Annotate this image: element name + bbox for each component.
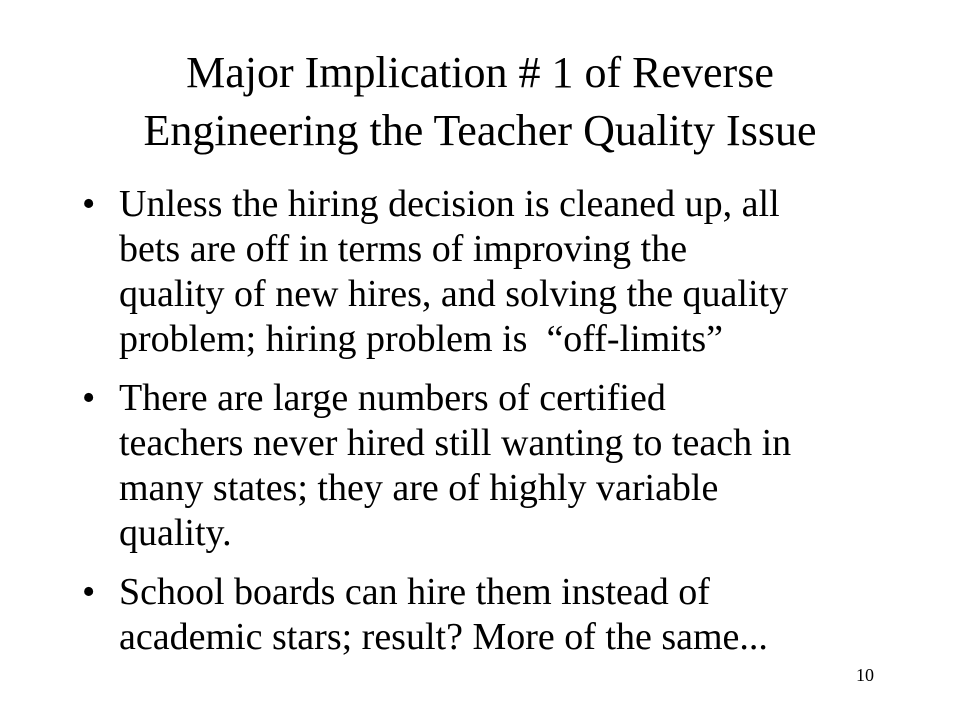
bullet-line: bets are off in terms of improving the: [119, 228, 688, 270]
bullet-line: There are large numbers of certified: [119, 377, 666, 419]
bullet-line: many states; they are of highly variable: [119, 467, 719, 509]
bullet-line: problem; hiring problem is “off-limits”: [119, 318, 724, 360]
bullet-item: [82, 182, 882, 362]
bullet-item: [82, 570, 882, 660]
slide-title: [40, 44, 920, 160]
bullet-line: quality of new hires, and solving the quality: [119, 273, 789, 315]
page-number: 10: [856, 665, 874, 685]
bullet-item: [82, 376, 882, 556]
bullet-list: [82, 182, 882, 674]
bullet-dot-icon: •: [82, 183, 96, 225]
bullet-line: School boards can hire them instead of: [119, 571, 710, 613]
bullet-line: quality.: [119, 512, 232, 554]
bullet-line: teachers never hired still wanting to teach in: [119, 422, 792, 464]
bullet-line: academic stars; result? More of the same...: [119, 616, 768, 658]
bullet-dot-icon: •: [82, 377, 96, 419]
bullet-line: Unless the hiring decision is cleaned up, all: [119, 183, 780, 225]
title-line: Major Implication # 1 of Reverse: [186, 48, 774, 97]
title-line: Engineering the Teacher Quality Issue: [143, 106, 817, 155]
bullet-dot-icon: •: [82, 571, 96, 613]
